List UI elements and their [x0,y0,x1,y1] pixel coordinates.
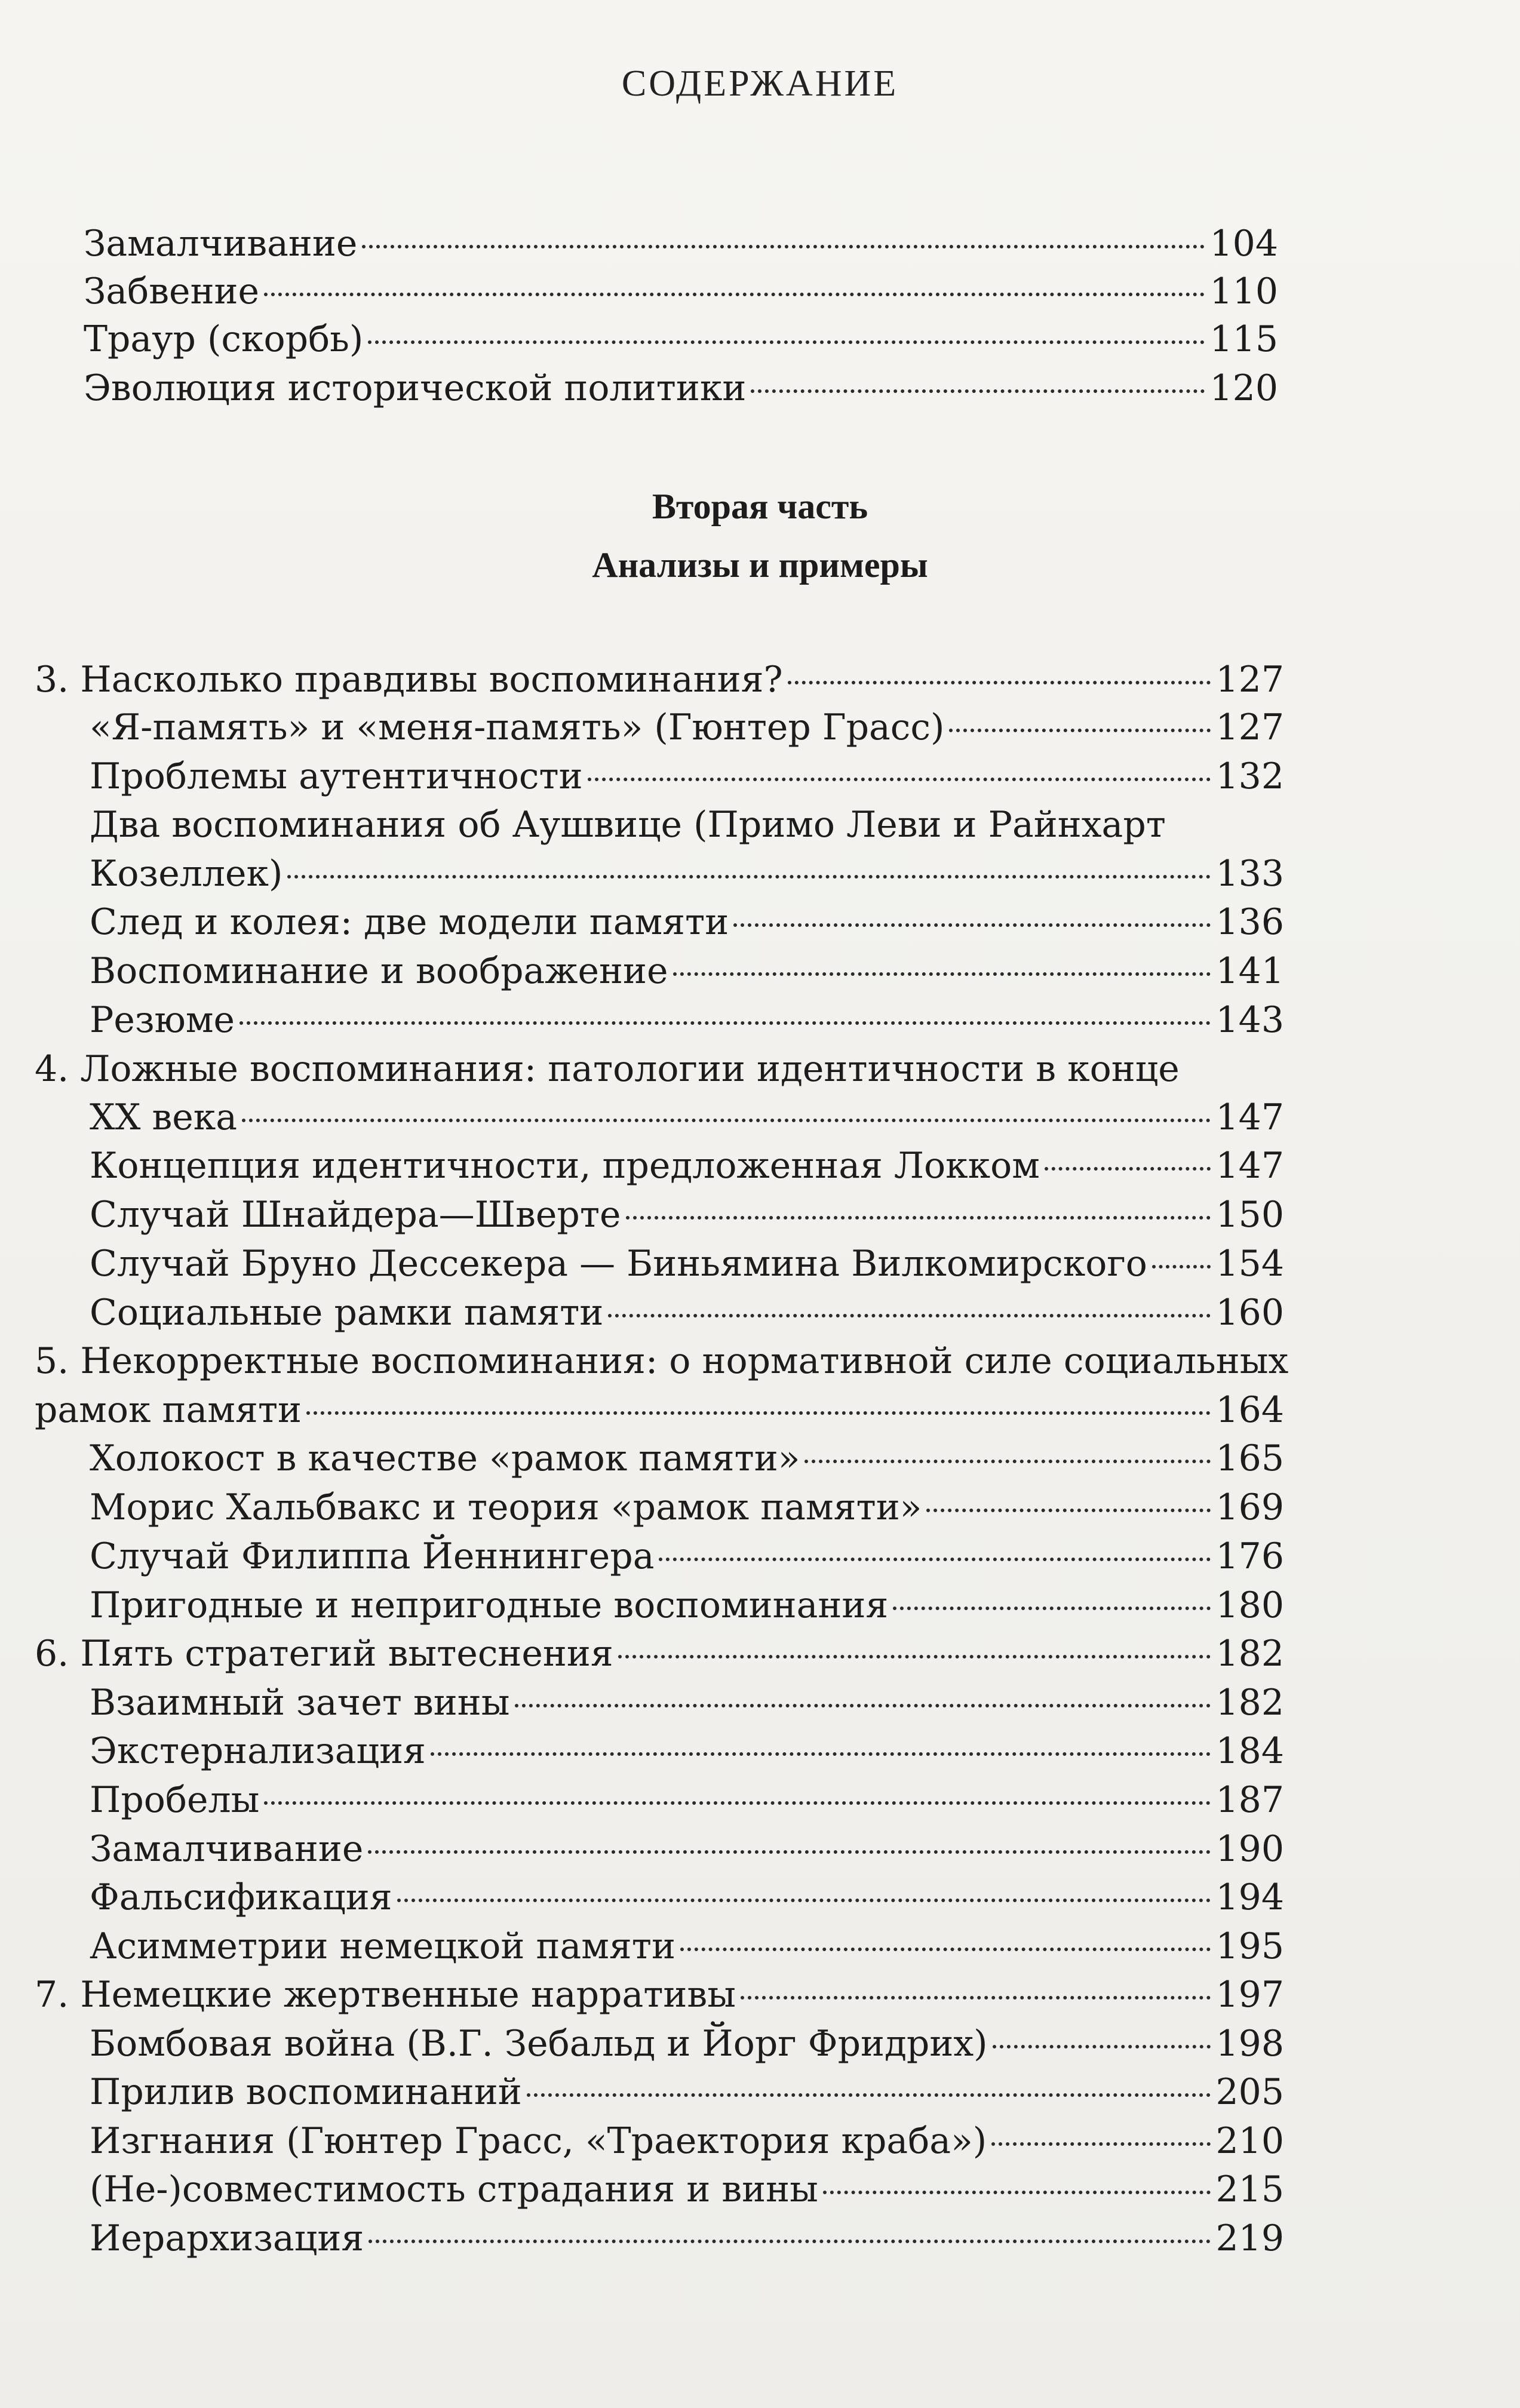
dot-leader [741,1996,1211,2000]
dot-leader [264,293,1205,296]
toc-entry-line: 5. Некорректные воспоминания: о нормативной силе социальных [35,1340,1289,1382]
toc-page-number: 180 [1215,1584,1284,1626]
toc-entry [35,1972,1284,2017]
toc-entry-title: Резюме [90,999,235,1041]
toc-entry-title: Траур (скорбь) [84,318,364,360]
dot-leader [618,1655,1211,1658]
toc-entry [90,1924,1284,1969]
toc-page-number: 187 [1215,1779,1284,1821]
toc-entry [90,899,1284,945]
toc-entry [84,269,1278,314]
toc-entry-title: Козеллек) [90,853,283,895]
toc-entry [90,2167,1284,2212]
toc-entry-title: (Не-)совместимость страдания и вины [90,2169,818,2210]
toc-page-number: 165 [1215,1438,1284,1479]
dot-leader [626,1216,1211,1220]
dot-leader [608,1314,1211,1317]
toc-entry [90,1290,1284,1335]
dot-leader [239,1021,1211,1025]
toc-entry [90,1192,1284,1237]
toc-entry [90,1095,1284,1140]
toc-entry [90,2216,1284,2261]
toc-entry-title: Асимметрии немецкой памяти [90,1925,675,1967]
toc-page-number: 184 [1215,1730,1284,1772]
toc-entry [35,1387,1284,1433]
toc-entry-title: Забвение [84,271,260,312]
toc-entry [35,657,1284,702]
toc-entry [90,1777,1284,1823]
dot-leader [515,1704,1211,1707]
toc-page-number: 147 [1215,1145,1284,1187]
toc-page-number: 164 [1215,1389,1284,1431]
toc-page-number: 110 [1209,271,1278,312]
toc-entry-line: Два воспоминания об Аушвице (Примо Леви и Райнхарт [90,804,1166,846]
toc-page-number: 198 [1215,2023,1284,2065]
toc-page-number: 205 [1215,2071,1284,2113]
toc-page-number: 182 [1215,1682,1284,1724]
toc-entry-title: След и колея: две модели памяти [90,901,729,943]
dot-leader [369,2240,1211,2243]
toc-entry-title: Замалчивание [90,1828,364,1870]
toc-entry-title: Прилив воспоминаний [90,2071,522,2113]
dot-leader [680,1948,1211,1951]
toc-page-number: 210 [1215,2120,1284,2162]
dot-leader [733,923,1211,927]
toc-page-number: 160 [1215,1292,1284,1334]
toc-entry [90,2069,1284,2115]
toc-page-number: 150 [1215,1194,1284,1236]
dot-leader [362,245,1205,248]
toc-entry-title: Социальные рамки памяти [90,1292,604,1334]
toc-page-number: 169 [1215,1486,1284,1528]
toc-page-number: 215 [1215,2169,1284,2210]
toc-entry-title: 3. Насколько правдивы воспоминания? [35,659,783,701]
dot-leader [397,1899,1211,1902]
toc-entry [90,1583,1284,1628]
toc-entry-title: Пригодные и непригодные воспоминания [90,1584,889,1626]
toc-entry-title: Бомбовая война (В.Г. Зебальд и Йорг Фридрих) [90,2023,988,2065]
toc-entry [90,1436,1284,1481]
toc-entry-title: 6. Пять стратегий вытеснения [35,1633,613,1675]
toc-page-number: 143 [1215,999,1284,1041]
toc-entry [90,1241,1284,1286]
dot-leader [242,1119,1211,1122]
toc-page-number: 190 [1215,1828,1284,1870]
toc-entry-title: Морис Хальбвакс и теория «рамок памяти» [90,1486,922,1528]
toc-page-number: 195 [1215,1925,1284,1967]
dot-leader [823,2191,1211,2194]
dot-leader [527,2093,1211,2097]
toc-entry-title: 7. Немецкие жертвенные нарративы [35,1974,736,2016]
dot-leader [893,1607,1211,1610]
toc-entry-title: Концепция идентичности, предложенная Локком [90,1145,1040,1187]
dot-leader [926,1509,1211,1512]
toc-entry-title: Эволюция исторической политики [84,367,747,409]
toc-entry [90,754,1284,799]
dot-leader [673,972,1211,976]
toc-entry [84,317,1278,362]
dot-leader [659,1558,1211,1561]
toc-entry-title: Пробелы [90,1779,260,1821]
toc-page-number: 219 [1215,2217,1284,2259]
dot-leader [1152,1265,1211,1268]
toc-entry [90,948,1284,994]
dot-leader [1045,1167,1211,1171]
toc-entry [90,851,1284,896]
toc-page-number: 182 [1215,1633,1284,1675]
toc-entry [90,1728,1284,1774]
toc-entry-title: Фальсификация [90,1876,392,1918]
toc-entry-title: Замалчивание [84,223,358,265]
toc-entry [35,1631,1284,1676]
part-title: Анализы и примеры [592,545,928,585]
toc-entry [90,705,1284,750]
toc-page-number: 136 [1215,901,1284,943]
toc-entry [90,1143,1284,1188]
toc-entry [84,221,1278,266]
toc-entry-title: Воспоминание и воображение [90,950,668,992]
toc-entry-title: рамок памяти [35,1389,302,1431]
dot-leader [991,2142,1211,2146]
toc-page-number: 115 [1209,318,1278,360]
dot-leader [751,389,1205,393]
toc-page-number: 147 [1215,1096,1284,1138]
toc-page-number: 132 [1215,755,1284,797]
dot-leader [264,1801,1211,1805]
dot-leader [993,2045,1211,2048]
toc-entry [90,1875,1284,1920]
toc-entry [90,2021,1284,2066]
dot-leader [588,778,1211,781]
toc-entry-title: Изгнания (Гюнтер Грасс, «Траектория краба») [90,2120,987,2162]
toc-page-number: 120 [1209,367,1278,409]
part-label: Вторая часть [652,487,868,526]
toc-page-number: 127 [1215,707,1284,748]
toc-page-number: 197 [1215,1974,1284,2016]
dot-leader [804,1460,1211,1463]
toc-page-number: 194 [1215,1876,1284,1918]
toc-entry-line: 4. Ложные воспоминания: патологии идентичности в конце [35,1048,1180,1090]
dot-leader [431,1752,1211,1756]
toc-entry-title: Взаимный зачет вины [90,1682,510,1724]
toc-entry [90,997,1284,1043]
dot-leader [788,681,1211,684]
toc-page-number: 127 [1215,659,1284,701]
dot-leader [368,1850,1211,1854]
toc-entry-title: Иерархизация [90,2217,364,2259]
toc-entry [90,1534,1284,1579]
toc-page-number: 104 [1209,223,1278,265]
toc-entry [90,1680,1284,1725]
toc-entry-title: Проблемы аутентичности [90,755,583,797]
toc-entry [84,366,1278,411]
toc-entry [90,1485,1284,1530]
toc-entry-title: Случай Бруно Дессекера — Биньямина Вилкомирского [90,1243,1147,1285]
toc-page-number: 176 [1215,1535,1284,1577]
dot-leader [287,875,1211,879]
dot-leader [949,729,1211,732]
toc-entry-title: XX века [90,1096,238,1138]
dot-leader [368,340,1205,344]
running-head: СОДЕРЖАНИЕ [621,63,899,104]
toc-page-number: 133 [1215,853,1284,895]
toc-page-number: 141 [1215,950,1284,992]
toc-entry-title: Экстернализация [90,1730,426,1772]
toc-entry-title: Холокост в качестве «рамок памяти» [90,1438,800,1479]
toc-page-number: 154 [1215,1243,1284,1285]
toc-entry [90,1826,1284,1872]
dot-leader [306,1411,1211,1415]
toc-entry-title: «Я-память» и «меня-память» (Гюнтер Грасс) [90,707,945,748]
toc-entry-title: Случай Филиппа Йеннингера [90,1535,655,1577]
toc-entry-title: Случай Шнайдера—Шверте [90,1194,621,1236]
toc-entry [90,2118,1284,2164]
